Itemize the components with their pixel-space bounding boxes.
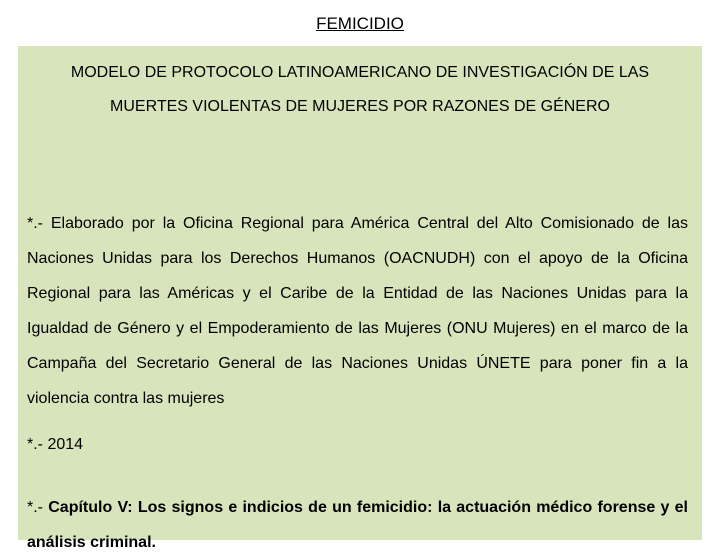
chapter-bullet: *.- <box>27 499 43 516</box>
body-paragraph: *.- Elaborado por la Oficina Regional para América Central del Alto Comisionado de las Naciones Unidas para los Derechos Humanos (OACNUDH) con el apoyo de la Oficina Regional para las Américas y el Caribe de la Entidad de las Naciones Unidas para la Igualdad de Género y el Empoderamiento de las Mujeres (ONU Mujeres) en el marco de la Campaña del Secretario General de las Naciones Unidas ÚNETE para poner fin a la violencia contra las mujeres <box>27 215 688 407</box>
year-note: *.- 2014 <box>27 436 84 453</box>
chapter-note <box>27 490 688 560</box>
chapter-text: Capítulo V: Los signos e indicios de un femicidio: la actuación médico forense y el análisis criminal. <box>27 499 688 551</box>
protocol-heading-line-2: MUERTES VIOLENTAS DE MUJERES POR RAZONES DE GÉNERO <box>110 98 610 115</box>
document-title: FEMICIDIO <box>316 14 404 33</box>
content-panel <box>18 46 702 551</box>
protocol-heading-line-1: MODELO DE PROTOCOLO LATINOAMERICANO DE INVESTIGACIÓN DE LAS <box>70 64 650 81</box>
